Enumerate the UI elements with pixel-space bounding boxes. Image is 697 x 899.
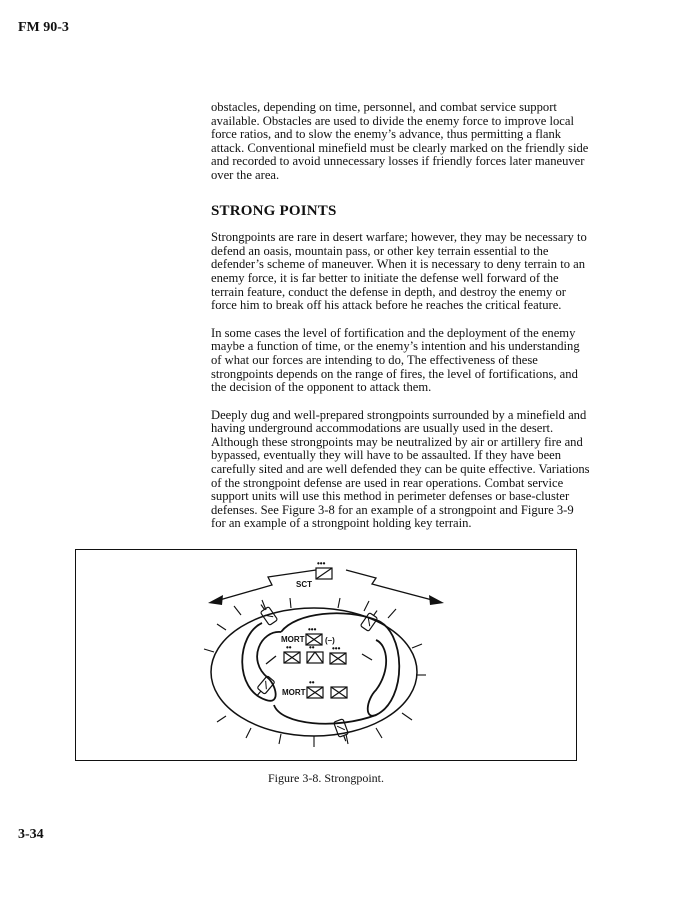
paragraph-strongpoints-2: In some cases the level of fortification and the deployment of the enemy maybe a function of time, or the enemy’s intention and his understanding of what our forces are intending to do, The effectiveness of these strongpoints depends on the range of fires, the level of fortifications, and the decision of the opponent to attack them. [211,325,580,395]
trench-right [368,620,400,716]
scout-unit-symbol [316,559,332,579]
minus-label: (–) [325,636,335,645]
sct-label: SCT [296,580,312,589]
trench-left [242,623,281,701]
echelon-dots: ••• [317,559,326,568]
infantry-platoon-symbol [330,644,346,664]
infantry-platoon-symbol [307,678,323,698]
paragraph-strongpoints-1: Strongpoints are rare in desert warfare; however, they may be necessary to defend an oasis, mountain pass, or other key terrain essential to the defender’s scheme of maneuver. When it is necessary to deny terrain to an enemy force, it is far better to initiate the defense well forward of the terrain feature, conduct the defense in depth, and destroy the enemy or force him to break off his attack before he reaches the critical feature. [211,230,587,313]
section-heading: STRONG POINTS [211,202,337,219]
paragraph-strongpoints-3: Deeply dug and well-prepared strongpoints surrounded by a minefield and having underground accommodations are usually used in the desert. Although these strongpoints may be neutralized by air or artillery fire and bypassed, eventually they will have to be assaulted. If they have been carefully sited and are well defended they can be quite effective. Variations of the strongpoint defense are used in rear operations. Combat service support units will use this method in perimeter defenses or base-cluster defenses. See Figure 3-8 for an example of a strongpoint and Figure 3-9 for an example of a strongpoint holding key terrain. [211,407,590,531]
screen-line [216,570,436,601]
mort-upper-label: MORT [281,635,305,644]
mort-lower-label: MORT [282,688,306,697]
infantry-company-symbol [306,625,322,645]
infantry-platoon-symbol [284,643,300,663]
echelon-dots: ••• [308,625,317,634]
screen-arrowhead-left [208,595,223,605]
screen-arrowhead-right [429,595,444,605]
strongpoint-diagram [76,550,578,762]
vehicle-icon [360,608,381,632]
echelon-dots: ••• [332,644,341,653]
armor-platoon-symbol [307,643,323,663]
trench-right-spur [362,654,372,660]
trench-bottom [274,705,376,724]
page-number: 3-34 [18,827,44,842]
infantry-platoon-symbol [331,687,347,698]
manual-code-header: FM 90-3 [18,20,69,35]
echelon-two: •• [309,643,315,652]
strongpoint-figure [75,549,577,761]
figure-caption: Figure 3-8. Strongpoint. [268,771,384,785]
trench-left-spur [266,656,276,664]
echelon-two: •• [286,643,292,652]
vehicle-icon [257,602,278,626]
paragraph-intro: obstacles, depending on time, personnel, and combat service support available. Obstacles are used to divide the enemy force to improve local force ratios, and to slow the enemy’s advance, thus permitting a flank attack. Conventional minefield must be clearly marked on the friendly side and recorded to avoid unnecessary losses if friendly forces later maneuver over the area. [211,100,589,182]
echelon-two: •• [309,678,315,687]
minefield-ticks [204,598,426,747]
body-text-column [211,101,591,545]
